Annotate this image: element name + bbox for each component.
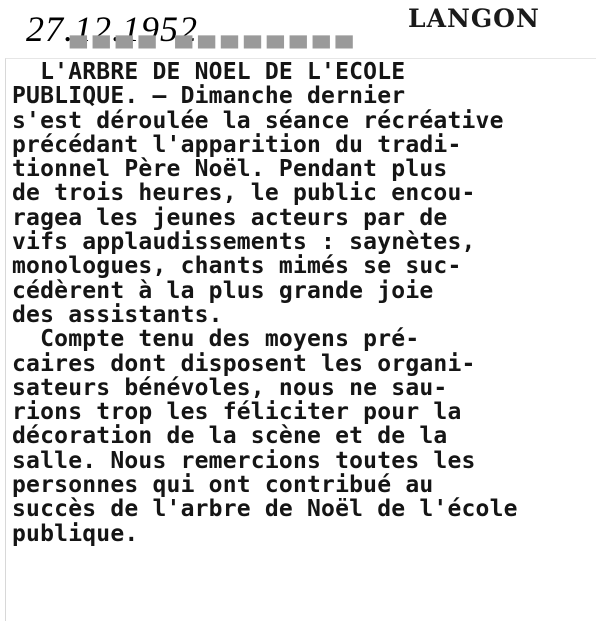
article-line: PUBLIQUE. — Dimanche dernier [12, 83, 406, 110]
article-line: Compte tenu des moyens pré- [12, 326, 420, 353]
article-line: sateurs bénévoles, nous ne sau- [12, 374, 448, 401]
article-line: publique. [12, 520, 139, 547]
article-line: salle. Nous remercions toutes les [12, 447, 476, 474]
article-line: vifs applaudissements : saynètes, [12, 229, 476, 256]
handwritten-date: 27.12.1952 [26, 9, 198, 49]
article-line: personnes qui ont contribué au [12, 472, 434, 499]
article-line: décoration de la scène et de la [12, 423, 448, 450]
article-line: succès de l'arbre de Noël de l'école [12, 496, 518, 523]
article-line: ragea les jeunes acteurs par de [12, 204, 448, 231]
article-line: cédèrent à la plus grande joie [12, 277, 434, 304]
article-line: de trois heures, le public encou- [12, 180, 476, 207]
article-line: caires dont disposent les organi- [12, 350, 476, 377]
cut-off-previous-line: ▀▀▀▀ ▀▀▀▀▀▀▀▀ [70, 36, 359, 62]
article-line: tionnel Père Noël. Pendant plus [12, 156, 448, 183]
place-heading: LANGON [408, 4, 540, 33]
article-line: précédant l'apparition du tradi- [12, 131, 462, 158]
article-line: L'ARBRE DE NOEL DE L'ECOLE [12, 59, 406, 85]
article-line: s'est déroulée la séance récréative [12, 107, 504, 134]
article-line: rions trop les féliciter pour la [12, 399, 462, 426]
article-body [12, 60, 594, 546]
article-line: monologues, chants mimés se suc- [12, 253, 462, 280]
article-line: des assistants. [12, 301, 223, 328]
